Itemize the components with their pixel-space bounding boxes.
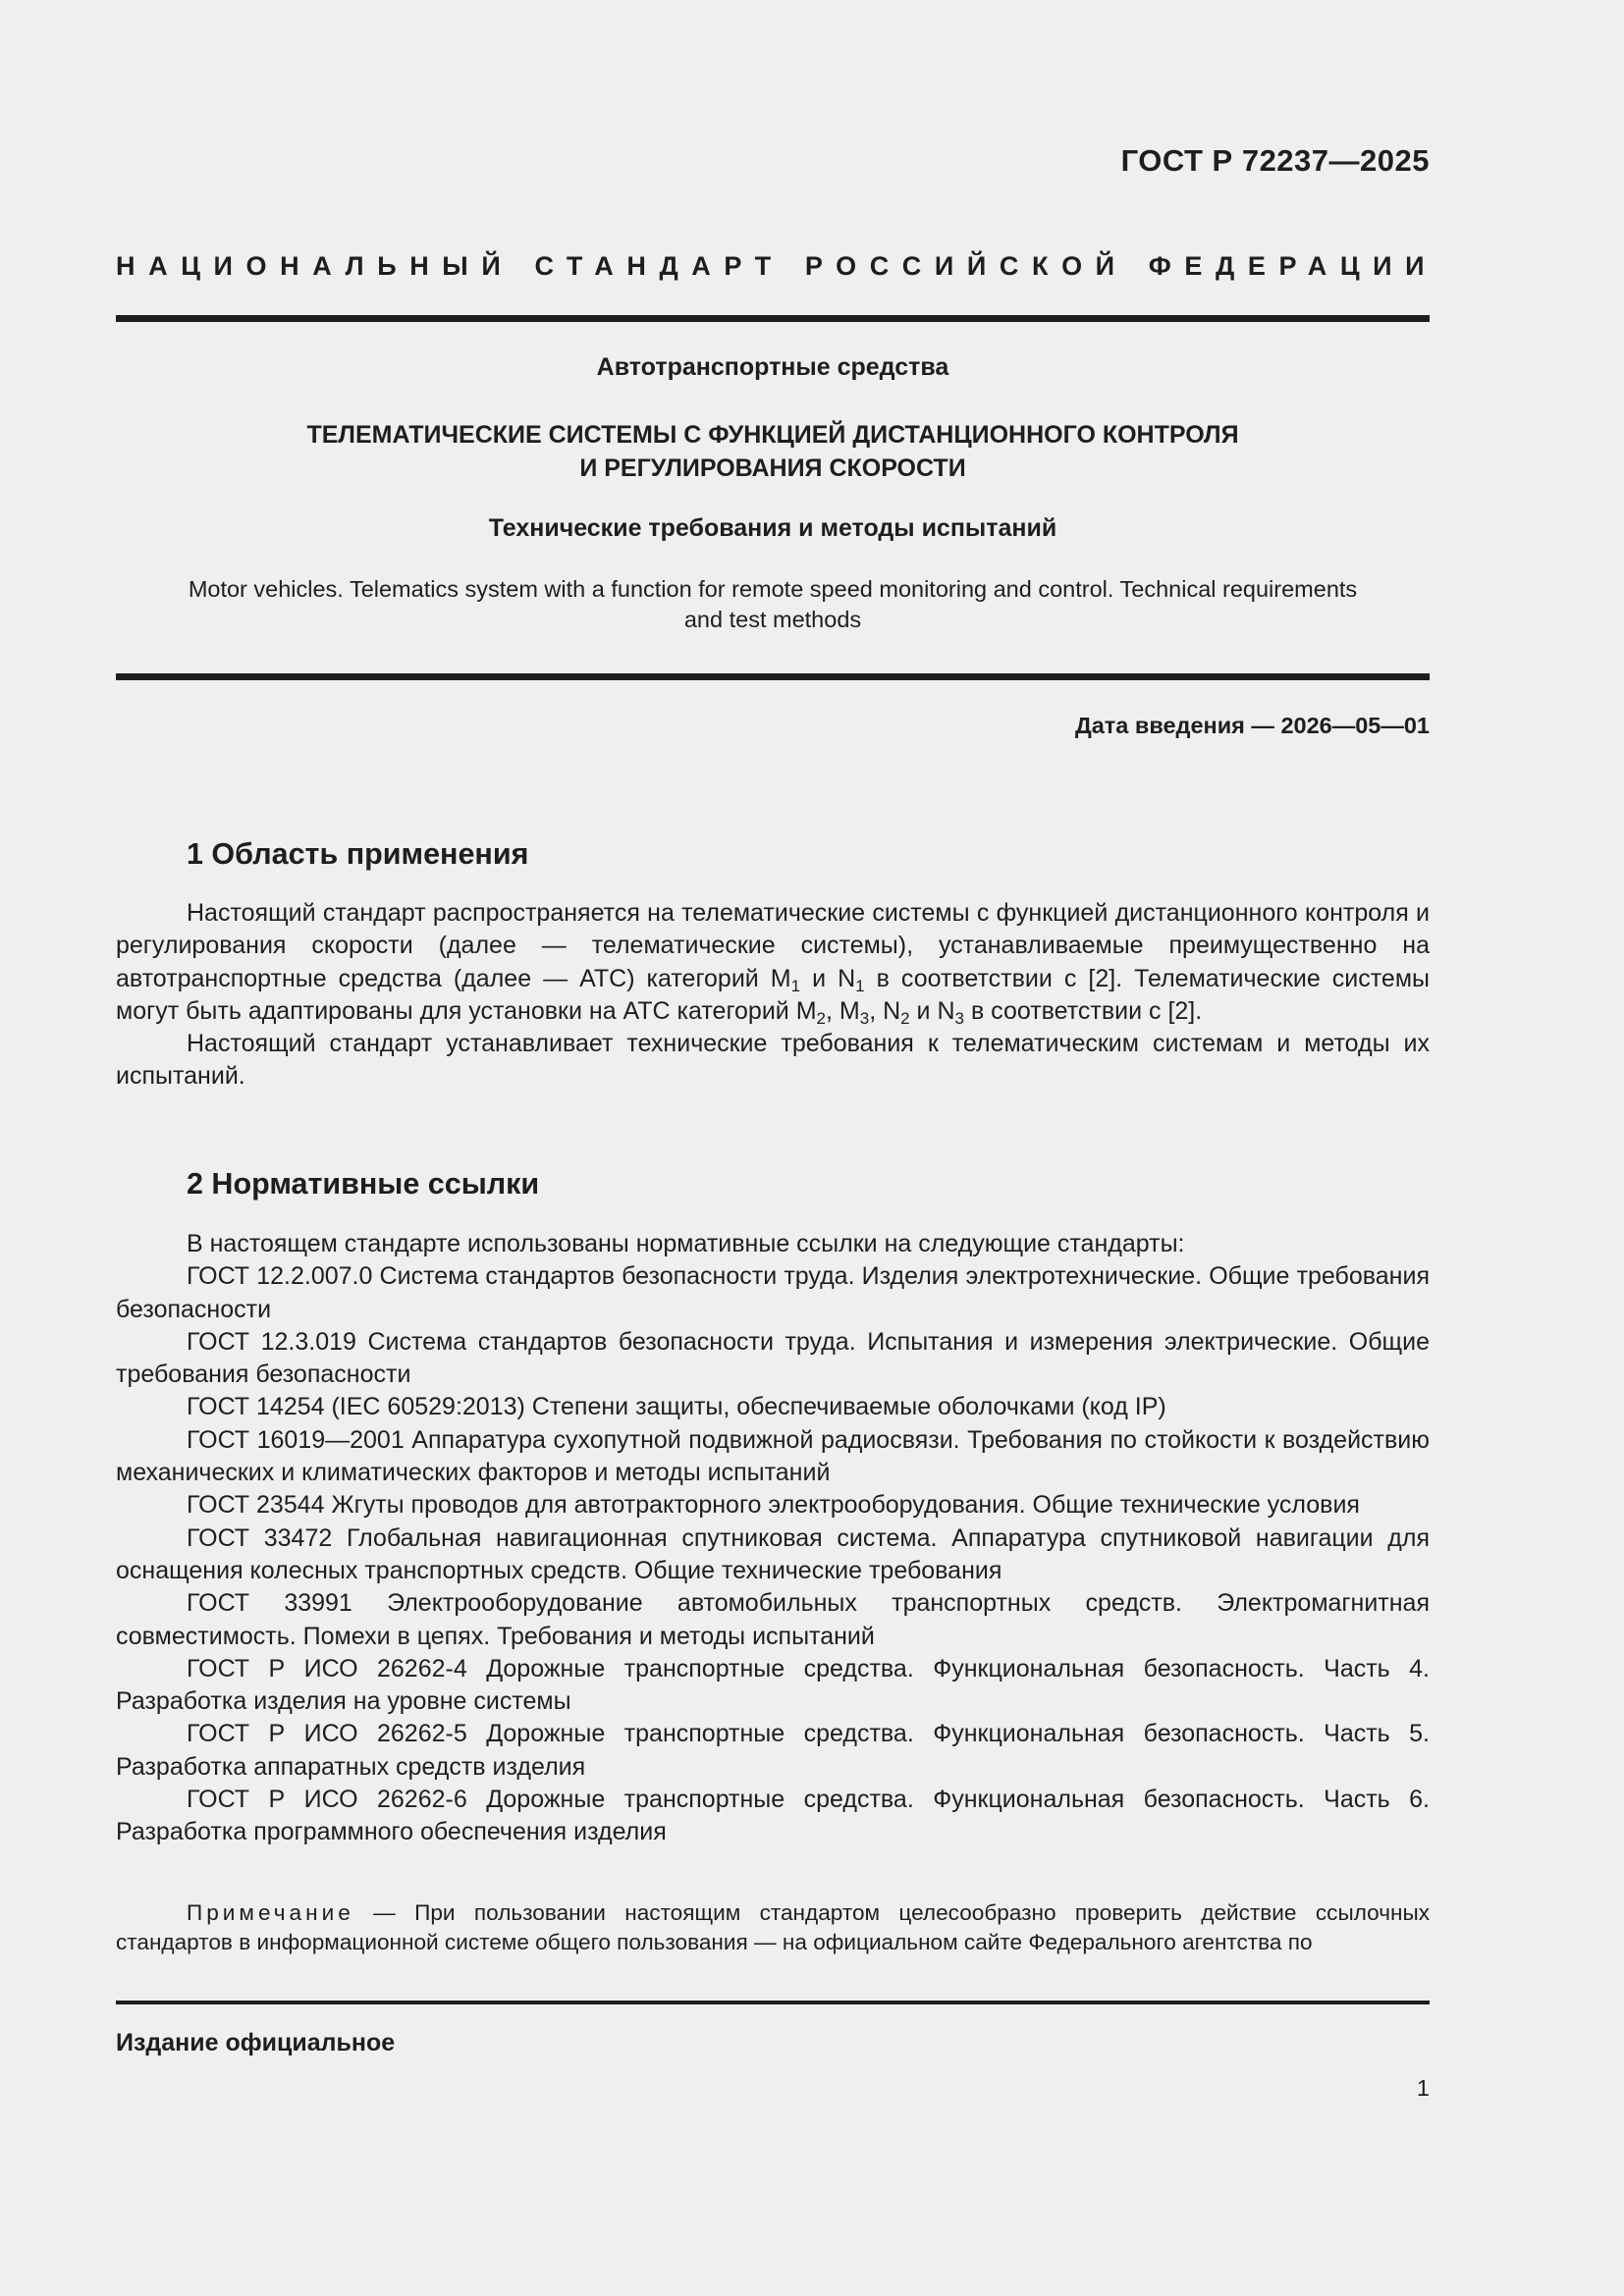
- english-title-line-2: and test methods: [683, 607, 862, 632]
- reference-item: ГОСТ 12.3.019 Система стандартов безопасности труда. Испытания и измерения электрические. Общие требования безопасности: [116, 1327, 1430, 1389]
- reference-item: ГОСТ 12.2.007.0 Система стандартов безопасности труда. Изделия электротехнические. Общие требования безопасности: [116, 1262, 1430, 1323]
- reference-item: ГОСТ Р ИСО 26262-5 Дорожные транспортные средства. Функциональная безопасность. Часть 5. Разработка аппаратных средств изделия: [116, 1720, 1430, 1781]
- reference-item: ГОСТ 16019—2001 Аппаратура сухопутной подвижной радиосвязи. Требования по стойкости к воздействию механических и климатических факторов и методы испытаний: [116, 1425, 1430, 1487]
- top-divider: [116, 315, 1430, 322]
- document-title: [116, 418, 1430, 485]
- section-2-heading: 2 Нормативные ссылки: [187, 1167, 540, 1201]
- national-standard-banner: НАЦИОНАЛЬНЫЙ СТАНДАРТ РОССИЙСКОЙ ФЕДЕРАЦИИ: [116, 251, 1438, 281]
- note-label: Примечание: [187, 1900, 354, 1925]
- document-number: ГОСТ Р 72237—2025: [1120, 143, 1430, 178]
- scope-paragraph-1: Настоящий стандарт распространяется на телематические системы с функцией дистанционного контроля и регулирования скорости (далее — телематические системы), устанавливаемые преимущественно на автотранспортные средства (далее — АТС) категорий $M_1$ и $N_1$ в соответствии с [2]. Телематические системы могут быть адаптированы для установки на АТС категорий $M_2$, $M_3$, $N_2$ и $N_3$ в соответствии с [2].: [116, 899, 1430, 1028]
- section-2-body: [116, 1228, 1430, 1849]
- title-line-2: И РЕГУЛИРОВАНИЯ СКОРОСТИ: [579, 454, 966, 482]
- official-edition-label: Издание официальное: [116, 2029, 396, 2056]
- footer-divider: [116, 2001, 1430, 2004]
- title-line-1: ТЕЛЕМАТИЧЕСКИЕ СИСТЕМЫ С ФУНКЦИЕЙ ДИСТАНЦИОННОГО КОНТРОЛЯ: [306, 421, 1239, 449]
- subject-heading: Автотранспортные средства: [596, 353, 949, 381]
- section-1-heading: 1 Область применения: [187, 837, 529, 871]
- title-bottom-divider: [116, 673, 1430, 680]
- page-number: 1: [1416, 2075, 1430, 2101]
- english-title: [116, 574, 1430, 635]
- references-intro: В настоящем стандарте использованы нормативные ссылки на следующие стандарты:: [187, 1230, 1185, 1257]
- english-title-line-1: Motor vehicles. Telematics system with a function for remote speed monitoring and control. Technical requirements: [188, 576, 1358, 602]
- reference-item: ГОСТ Р ИСО 26262-4 Дорожные транспортные средства. Функциональная безопасность. Часть 4. Разработка изделия на уровне системы: [116, 1654, 1430, 1716]
- document-subtitle: Технические требования и методы испытаний: [488, 514, 1057, 542]
- section-1-body: [116, 897, 1430, 1094]
- reference-item: ГОСТ Р ИСО 26262-6 Дорожные транспортные средства. Функциональная безопасность. Часть 6. Разработка программного обеспечения изделия: [116, 1786, 1430, 1846]
- reference-item: ГОСТ 33991 Электрооборудование автомобильных транспортных средств. Электромагнитная совместимость. Помехи в цепях. Требования и методы испытаний: [116, 1589, 1430, 1650]
- scope-paragraph-2: Настоящий стандарт устанавливает технические требования к телематическим системам и методы их испытаний.: [116, 1030, 1430, 1091]
- introduction-date: Дата введения — 2026—05—01: [1074, 713, 1430, 738]
- note-block: [116, 1898, 1430, 1957]
- reference-item: ГОСТ 33472 Глобальная навигационная спутниковая система. Аппаратура спутниковой навигации для оснащения колесных транспортных средств. Общие технические требования: [116, 1523, 1430, 1584]
- reference-item: ГОСТ 23544 Жгуты проводов для автотракторного электрооборудования. Общие технические условия: [187, 1491, 1360, 1520]
- reference-item: ГОСТ 14254 (IEC 60529:2013) Степени защиты, обеспечиваемые оболочками (код IP): [187, 1393, 1166, 1421]
- note-text: — При пользовании настоящим стандартом целесообразно проверить действие ссылочных стандартов в информационной системе общего пользования — на официальном сайте Федерального агентства по: [116, 1900, 1430, 1954]
